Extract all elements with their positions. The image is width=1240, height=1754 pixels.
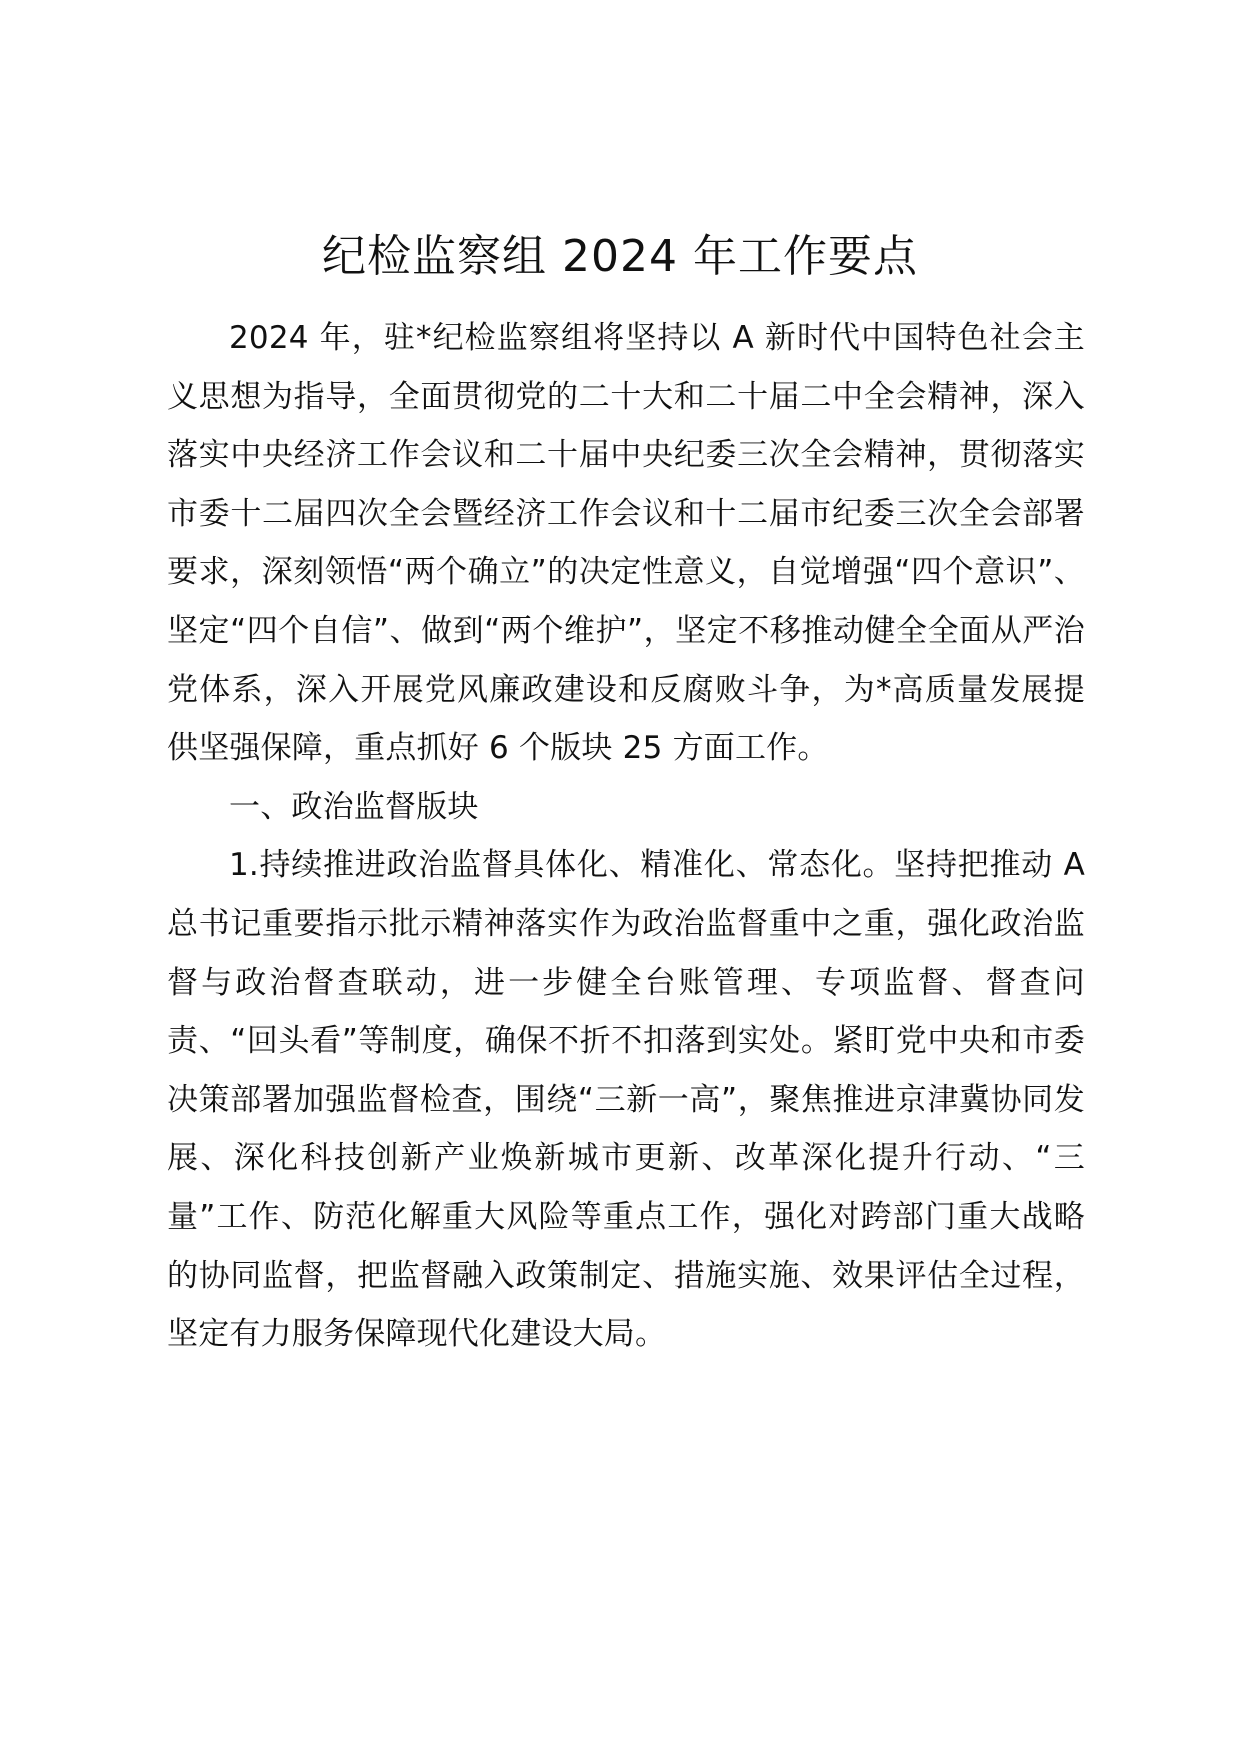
item-paragraph: 1.持续推进政治监督具体化、精准化、常态化。坚持把推动 A 总书记重要指示批示精神落实作为政治监督重中之重，强化政治监督与政治督查联动，进一步健全台账管理、专项监督、督查问责、“回头看”等制度，确保不折不扣落到实处。紧盯党中央和市委决策部署加强监督检查，围绕“三新一高”，聚焦推进京津冀协同发展、深化科技创新产业焕新城市更新、改革深化提升行动、“三量”工作、防范化解重大风险等重点工作，强化对跨部门重大战略的协同监督，把监督融入政策制定、措施实施、效果评估全过程，坚定有力服务保障现代化建设大局。 [167, 847, 1085, 1353]
document-title: 纪检监察组 2024 年工作要点 [322, 231, 918, 282]
section-heading: 一、政治监督版块 [229, 788, 479, 825]
document-body [167, 309, 1085, 1364]
intro-paragraph: 2024 年，驻*纪检监察组将坚持以 A 新时代中国特色社会主义思想为指导，全面贯彻党的二十大和二十届二中全会精神，深入落实中央经济工作会议和二十届中央纪委三次全会精神，贯彻落实市委十二届四次全会暨经济工作会议和十二届市纪委三次全会部署要求，深刻领悟“两个确立”的决定性意义，自觉增强“四个意识”、坚定“四个自信”、做到“两个维护”，坚定不移推动健全全面从严治党体系，深入开展党风廉政建设和反腐败斗争，为*高质量发展提供坚强保障，重点抓好 6 个版块 25 方面工作。 [167, 320, 1085, 767]
